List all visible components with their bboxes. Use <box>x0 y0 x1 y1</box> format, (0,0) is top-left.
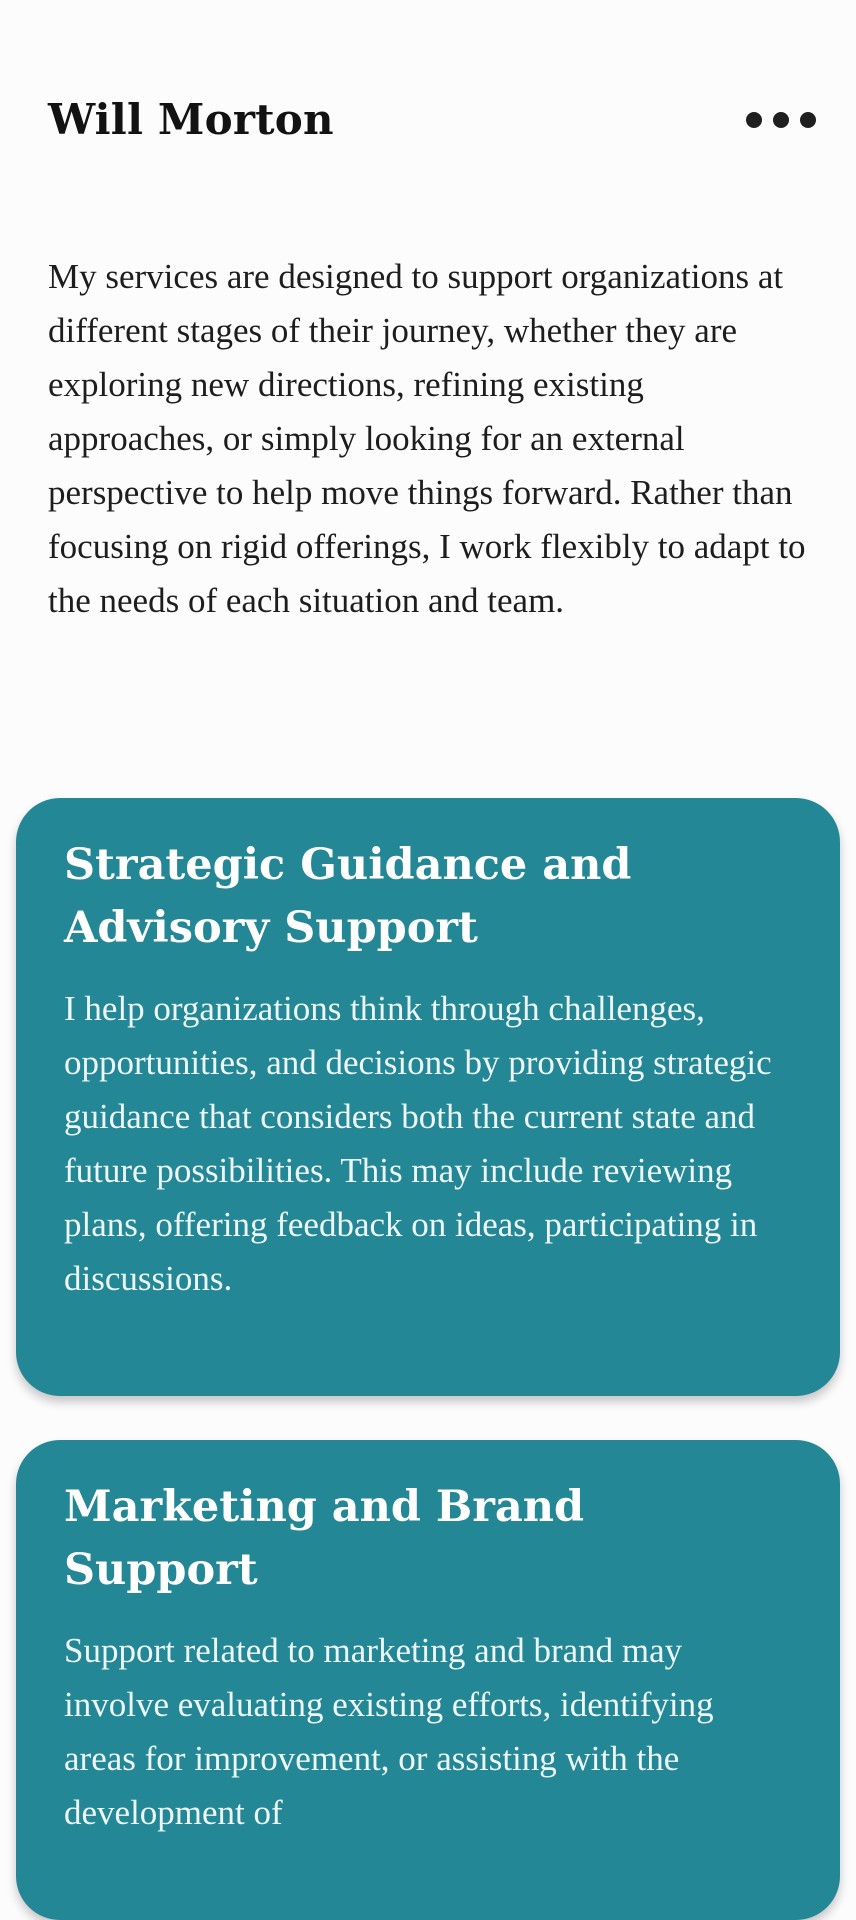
site-title[interactable]: Will Morton <box>48 95 334 144</box>
service-card-description: Support related to marketing and brand may involve evaluating existing efforts, identifying areas for improvement, or assisting with the development of <box>64 1631 714 1832</box>
more-menu-button[interactable] <box>736 102 816 138</box>
menu-dot-icon <box>746 112 762 128</box>
menu-dot-icon <box>800 112 816 128</box>
menu-dot-icon <box>773 112 789 128</box>
service-card-description: I help organizations think through challenges, opportunities, and decisions by providing strategic guidance that considers both the current state and future possibilities. This may include reviewing plans, offering feedback on ideas, participating in discussions. <box>64 989 772 1298</box>
service-card-marketing-brand <box>16 1440 840 1920</box>
intro-paragraph: My services are designed to support organizations at different stages of their journey, whether they are exploring new directions, refining existing approaches, or simply looking for an external perspective to help move things forward. Rather than focusing on rigid offerings, I work flexibly to adapt to the needs of each situation and team. <box>48 257 806 620</box>
site-header <box>48 88 816 152</box>
service-card-title: Strategic Guidance and Advisory Support <box>64 840 632 953</box>
service-card-strategic-guidance <box>16 798 840 1396</box>
service-card-title: Marketing and Brand Support <box>64 1482 585 1595</box>
